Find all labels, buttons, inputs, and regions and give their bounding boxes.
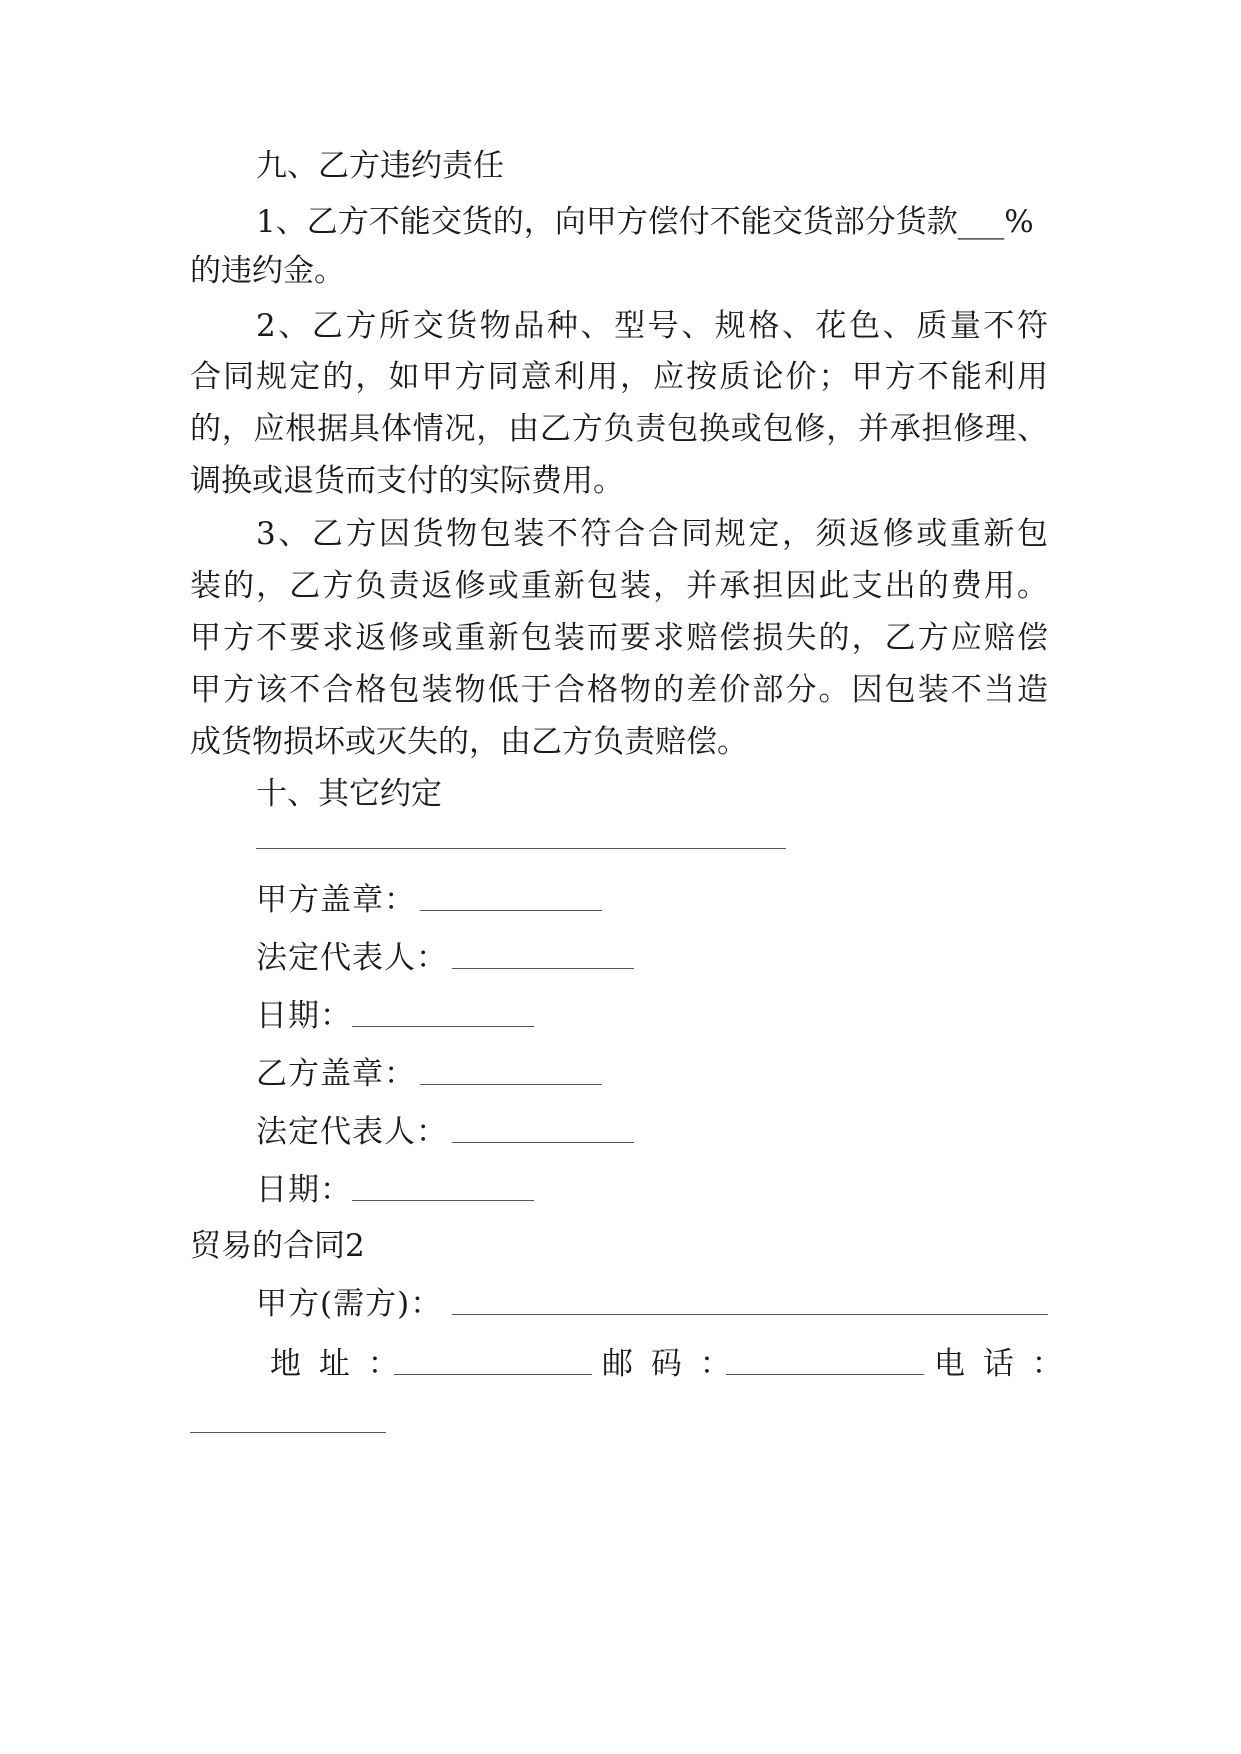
address-blank bbox=[394, 1374, 592, 1375]
contract-2-title: 贸易的合同2 bbox=[190, 1228, 365, 1264]
clause-9-2-line-2: 合同规定的，如甲方同意利用，应按质论价；甲方不能利用 bbox=[190, 359, 1048, 395]
clause-9-2-line-4: 调换或退货而支付的实际费用。 bbox=[190, 463, 624, 499]
party-b-date-blank bbox=[352, 1200, 534, 1201]
section-9-heading: 九、乙方违约责任 bbox=[256, 148, 504, 184]
other-terms-blank bbox=[256, 848, 786, 849]
clause-9-2-line-3: 的，应根据具体情况，由乙方负责包换或包修，并承担修理、 bbox=[190, 411, 1048, 447]
clause-9-3-line-4: 甲方该不合格包装物低于合格物的差价部分。因包装不当造 bbox=[190, 672, 1048, 708]
party-a-rep-blank bbox=[452, 968, 634, 969]
party-b-seal-label: 乙方盖章： bbox=[256, 1056, 416, 1092]
phone-label: 电 话 ： bbox=[934, 1346, 1067, 1382]
clause-9-3-line-3: 甲方不要求返修或重新包装而要求赔偿损失的，乙方应赔偿 bbox=[190, 620, 1048, 656]
party-a-seal-blank bbox=[420, 910, 602, 911]
party-b-date-label: 日期： bbox=[256, 1172, 352, 1208]
phone-blank bbox=[190, 1432, 386, 1433]
party-a-date-label: 日期： bbox=[256, 998, 352, 1034]
clause-9-3-line-2: 装的，乙方负责返修或重新包装，并承担因此支出的费用。 bbox=[190, 568, 1048, 604]
postcode-blank bbox=[726, 1374, 924, 1375]
party-a-rep-label: 法定代表人： bbox=[256, 940, 448, 976]
clause-9-1-line-2: 的违约金。 bbox=[190, 253, 345, 289]
contract-2-party-a-label: 甲方(需方)： bbox=[256, 1286, 443, 1322]
postcode-label: 邮 码 ： bbox=[602, 1346, 735, 1382]
party-b-rep-blank bbox=[452, 1142, 634, 1143]
contract-2-party-a-blank bbox=[452, 1314, 1048, 1315]
clause-9-3-line-5: 成货物损坏或灭失的，由乙方负责赔偿。 bbox=[190, 724, 748, 760]
clause-9-3-line-1: 3、乙方因货物包装不符合合同规定，须返修或重新包 bbox=[256, 516, 1048, 552]
party-b-rep-label: 法定代表人： bbox=[256, 1114, 448, 1150]
party-b-seal-blank bbox=[420, 1084, 602, 1085]
address-label: 地 址 ： bbox=[270, 1346, 403, 1382]
clause-9-2-line-1: 2、乙方所交货物品种、型号、规格、花色、质量不符 bbox=[256, 308, 1048, 344]
party-a-seal-label: 甲方盖章： bbox=[256, 882, 416, 918]
section-10-heading: 十、其它约定 bbox=[256, 776, 442, 812]
party-a-date-blank bbox=[352, 1026, 534, 1027]
clause-9-1-line-1: 1、乙方不能交货的，向甲方偿付不能交货部分货款___% bbox=[256, 204, 1034, 240]
